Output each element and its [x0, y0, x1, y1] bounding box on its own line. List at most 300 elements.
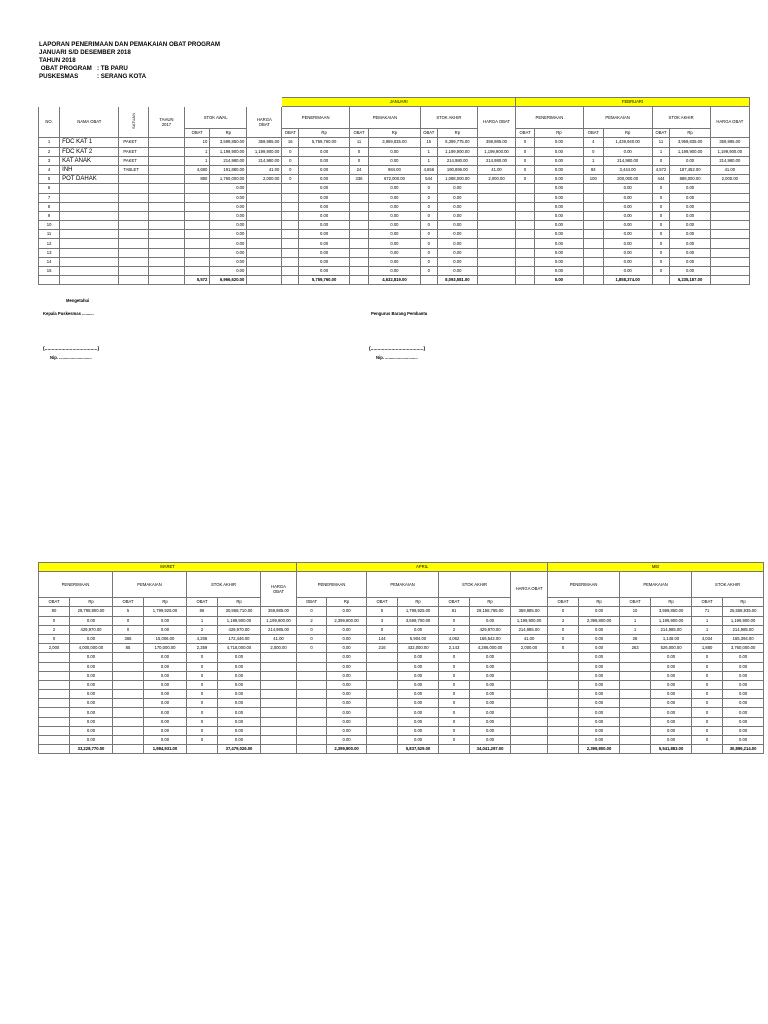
table-cell	[39, 717, 70, 726]
table-cell: 0	[439, 699, 470, 708]
table-cell	[261, 736, 297, 745]
col-stok-akhir-mei: STOK AKHIR	[692, 572, 764, 598]
table-cell: 1,439,940.00	[603, 138, 652, 147]
table-cell: 0.00	[210, 221, 247, 230]
table-cell	[39, 662, 70, 671]
table-cell	[247, 257, 282, 266]
table-cell	[297, 653, 327, 662]
table-cell: 359,985.00	[511, 607, 548, 616]
col-penerimaan-apr: PENERIMAAN	[297, 572, 367, 598]
table-cell: 0	[297, 607, 327, 616]
table-cell: 0	[692, 699, 723, 708]
table-cell: 214,980.00	[437, 156, 477, 165]
col-stok-akhir-apr: STOK AKHIR	[439, 572, 511, 598]
table-cell: 0.00	[299, 175, 350, 184]
table-cell	[439, 745, 470, 754]
table-cell: 10	[39, 221, 60, 230]
table-cell	[367, 708, 398, 717]
table-cell	[60, 239, 119, 248]
table-cell	[247, 239, 282, 248]
month-january: JANUARI	[282, 98, 516, 107]
table-cell: 28,798,800.00	[70, 607, 113, 616]
table-cell: 544	[420, 175, 437, 184]
table-cell	[583, 239, 603, 248]
table-row	[39, 184, 750, 193]
table-cell: 0.00	[723, 680, 764, 689]
table-cell	[367, 671, 398, 680]
table-cell	[511, 736, 548, 745]
table-cell: 0	[367, 625, 398, 634]
table-row	[39, 248, 750, 257]
table-cell	[60, 257, 119, 266]
table-cell: 0.00	[723, 726, 764, 735]
table-cell: 0	[420, 211, 437, 220]
table-cell: 0	[516, 156, 535, 165]
table-cell	[149, 175, 185, 184]
col-penerimaan-feb: PENERIMAAN	[516, 107, 584, 129]
signature-pengurus: Pengurus Barang Pembantu	[371, 311, 428, 316]
table-cell	[710, 239, 749, 248]
table-cell	[261, 653, 297, 662]
table-cell	[282, 257, 299, 266]
table-cell	[477, 248, 515, 257]
table-cell	[477, 239, 515, 248]
table-cell: 2,000.00	[477, 175, 515, 184]
col-pemakaian-mar: PEMAKAIAN	[113, 572, 187, 598]
table-cell	[113, 680, 144, 689]
table-cell: 1,199,900.00	[670, 147, 710, 156]
col-penerimaan-jan: PENERIMAAN	[282, 107, 350, 129]
table-cell: 30,899,214.00	[723, 745, 764, 754]
table-cell	[261, 671, 297, 680]
table-cell: 0	[297, 644, 327, 653]
table-cell	[349, 184, 368, 193]
table-cell: 0	[652, 193, 670, 202]
table-cell	[477, 230, 515, 239]
table-cell: 0.00	[603, 257, 652, 266]
table-cell: 0	[282, 156, 299, 165]
table-cell: 0.00	[144, 699, 187, 708]
table-cell: 0	[39, 634, 70, 643]
col-harga-obat-feb: HARGA OBAT	[710, 107, 749, 138]
table-cell	[420, 276, 437, 285]
table-cell	[620, 717, 651, 726]
table-cell: 359,985.00	[247, 138, 282, 147]
table-cell: 0.00	[299, 230, 350, 239]
table-cell	[583, 221, 603, 230]
table-cell: 0.00	[651, 726, 692, 735]
sub-rp: Rp	[70, 598, 113, 607]
report-header	[39, 41, 220, 81]
table-cell	[516, 248, 535, 257]
table-cell	[620, 726, 651, 735]
table-cell: 0	[349, 156, 368, 165]
table-cell: 0.00	[398, 662, 439, 671]
table-cell	[184, 184, 209, 193]
table-cell	[516, 193, 535, 202]
table-cell: 0.00	[579, 671, 620, 680]
table-cell	[710, 276, 749, 285]
table-cell: 0.00	[398, 690, 439, 699]
table-cell: 526,000.00	[651, 644, 692, 653]
table-cell	[516, 257, 535, 266]
table-cell: 0.00	[144, 690, 187, 699]
col-stok-akhir-feb: STOK AKHIR	[652, 107, 710, 129]
table-cell	[349, 202, 368, 211]
col-no: NO.	[39, 107, 60, 138]
table-jan-feb	[38, 97, 750, 285]
sub-obat: OBAT	[583, 129, 603, 138]
sub-rp: Rp	[651, 598, 692, 607]
table-cell: 41.00	[247, 165, 282, 174]
table-cell	[297, 671, 327, 680]
table-cell	[620, 653, 651, 662]
table-cell: 1,148.00	[651, 634, 692, 643]
table-cell	[548, 699, 579, 708]
table-row	[39, 221, 750, 230]
table-cell: 2,000.00	[511, 644, 548, 653]
table-cell: 0.00	[299, 165, 350, 174]
table-cell: 0.00	[579, 699, 620, 708]
table-cell	[548, 745, 579, 754]
table-cell	[477, 276, 515, 285]
table-cell: 336	[349, 175, 368, 184]
table-cell	[39, 708, 70, 717]
table-cell: 4	[39, 165, 60, 174]
table-cell: 0.00	[579, 680, 620, 689]
table-cell	[247, 184, 282, 193]
table-cell: 0.00	[470, 736, 511, 745]
table-row	[39, 680, 764, 689]
table-cell: 0.00	[70, 634, 113, 643]
table-cell	[620, 736, 651, 745]
table-cell: 0.00	[579, 607, 620, 616]
table-cell	[511, 726, 548, 735]
table-cell: 0.00	[299, 193, 350, 202]
table-cell: 86	[187, 607, 218, 616]
table-cell: 0.00	[144, 653, 187, 662]
table-cell	[184, 230, 209, 239]
table-cell: 0.00	[723, 717, 764, 726]
table-cell: 4	[583, 138, 603, 147]
table-cell: 0	[548, 634, 579, 643]
table-cell: 4,718,000.00	[218, 644, 261, 653]
table-cell: 144	[367, 634, 398, 643]
table-cell	[39, 690, 70, 699]
table-cell: 0.00	[535, 138, 584, 147]
table-cell: 13	[39, 248, 60, 257]
table-cell: 0.00	[369, 202, 421, 211]
table-cell: 0.00	[470, 662, 511, 671]
table-cell	[367, 699, 398, 708]
table-cell: 1	[420, 147, 437, 156]
table-cell: 0	[187, 680, 218, 689]
table-cell: 0.00	[535, 193, 584, 202]
table-cell	[710, 267, 749, 276]
table-cell: 0.00	[369, 239, 421, 248]
table-cell	[367, 736, 398, 745]
table-cell	[583, 202, 603, 211]
table-row	[39, 662, 764, 671]
table-cell: 0	[548, 644, 579, 653]
table-cell	[367, 680, 398, 689]
table-cell: 263	[620, 644, 651, 653]
table-cell	[282, 276, 299, 285]
table-cell: 0	[39, 616, 70, 625]
table-cell	[39, 653, 70, 662]
sub-rp: Rp	[299, 129, 350, 138]
table-cell	[349, 221, 368, 230]
sub-rp: Rp	[398, 598, 439, 607]
table-cell	[247, 193, 282, 202]
table-cell	[297, 717, 327, 726]
table-cell: 15	[420, 138, 437, 147]
col-pemakaian-apr: PEMAKAIAN	[367, 572, 439, 598]
table-cell: 4,632,819.00	[369, 276, 421, 285]
table-cell	[282, 184, 299, 193]
table-cell	[60, 202, 119, 211]
table-cell	[261, 717, 297, 726]
table-cell	[119, 267, 149, 276]
sub-rp: Rp	[535, 129, 584, 138]
table-cell: 0.00	[579, 653, 620, 662]
table-cell	[247, 211, 282, 220]
table-cell: 0.00	[327, 634, 367, 643]
table-cell: 29,158,785.00	[470, 607, 511, 616]
table-cell	[516, 211, 535, 220]
sub-obat: OBAT	[39, 598, 70, 607]
table-cell: PAKET	[119, 156, 149, 165]
table-cell: 1,199,900.00	[477, 147, 515, 156]
table-cell: 2	[39, 147, 60, 156]
table-cell	[511, 671, 548, 680]
table-cell	[113, 671, 144, 680]
table-cell: 1,199,900.00	[261, 616, 297, 625]
table-cell: 0.00	[723, 653, 764, 662]
table-cell: 0	[420, 239, 437, 248]
table-cell: 0.00	[470, 680, 511, 689]
table-cell: 2,000	[39, 644, 70, 653]
table-cell: 0.00	[651, 653, 692, 662]
table-cell: 11	[349, 138, 368, 147]
table-cell	[113, 662, 144, 671]
table-cell: 33,228,770.00	[70, 745, 113, 754]
table-cell: 0.00	[535, 221, 584, 230]
table-cell: 0.00	[437, 230, 477, 239]
table-cell: 0.00	[535, 211, 584, 220]
table-cell	[261, 745, 297, 754]
table-cell	[367, 662, 398, 671]
table-cell: 3,599,700.00	[398, 616, 439, 625]
table-row	[39, 607, 764, 616]
table-cell: 0.00	[603, 184, 652, 193]
table-cell: 1	[420, 156, 437, 165]
table-cell: 0.00	[299, 257, 350, 266]
table-cell	[113, 699, 144, 708]
table-cell: 0.00	[218, 726, 261, 735]
table-cell: 1,984,931.00	[144, 745, 187, 754]
table-cell	[620, 662, 651, 671]
table-cell: 0	[692, 717, 723, 726]
table-cell	[583, 211, 603, 220]
table-cell: 880	[184, 175, 209, 184]
table-cell: 0.00	[603, 248, 652, 257]
table-cell: 28	[620, 634, 651, 643]
table-cell: 0.00	[670, 267, 710, 276]
table-row	[39, 690, 764, 699]
table-cell	[477, 211, 515, 220]
table-cell: 8	[39, 202, 60, 211]
table-row	[39, 165, 750, 174]
table-cell	[149, 211, 185, 220]
table-cell: 0.00	[603, 267, 652, 276]
col-penerimaan-mar: PENERIMAAN	[39, 572, 113, 598]
table-cell	[548, 708, 579, 717]
table-cell: 0.00	[723, 699, 764, 708]
table-cell: 0.00	[535, 202, 584, 211]
table-cell: 0	[652, 184, 670, 193]
table-cell: 0.00	[327, 708, 367, 717]
table-cell: 2	[187, 625, 218, 634]
table-cell: 0	[692, 680, 723, 689]
table-cell	[349, 230, 368, 239]
table-cell: 1,199,900.00	[218, 616, 261, 625]
table-cell	[149, 193, 185, 202]
sub-rp: Rp	[603, 129, 652, 138]
table-cell: 1	[692, 616, 723, 625]
table-cell	[149, 257, 185, 266]
table-cell	[187, 745, 218, 754]
table-cell	[261, 690, 297, 699]
table-cell: 0.00	[535, 267, 584, 276]
table-cell	[477, 267, 515, 276]
table-cell: FDC KAT 2	[60, 147, 119, 156]
table-cell: 0.00	[651, 671, 692, 680]
table-cell: POT DAHAK	[60, 175, 119, 184]
table-row	[39, 239, 750, 248]
table-cell: 0	[187, 736, 218, 745]
table-cell	[620, 699, 651, 708]
table-cell: 0.00	[470, 726, 511, 735]
table-cell: 0	[113, 616, 144, 625]
table-cell: 0	[187, 671, 218, 680]
table-cell: 0.00	[144, 726, 187, 735]
table-cell: 0	[692, 726, 723, 735]
table-cell: 366	[113, 634, 144, 643]
table-cell	[261, 708, 297, 717]
table-row	[39, 653, 764, 662]
table-cell: 0.00	[369, 156, 421, 165]
table-cell: 0.00	[210, 211, 247, 220]
sub-rp: Rp	[144, 598, 187, 607]
sub-rp: Rp	[670, 129, 710, 138]
table-cell: 3,959,835.00	[670, 138, 710, 147]
sub-obat: OBAT	[620, 598, 651, 607]
table-cell: 0.00	[144, 736, 187, 745]
table-cell: 0.00	[723, 736, 764, 745]
table-cell: 0.00	[218, 690, 261, 699]
table-cell: 0.00	[535, 184, 584, 193]
table-cell: 0.00	[670, 239, 710, 248]
table-cell	[548, 662, 579, 671]
table-cell: 0	[439, 690, 470, 699]
table-cell	[511, 699, 548, 708]
table-cell: 12	[39, 239, 60, 248]
table-cell: 984.00	[369, 165, 421, 174]
col-nama-obat: NAMA OBAT	[60, 107, 119, 138]
table-cell	[710, 230, 749, 239]
table-cell	[113, 653, 144, 662]
table-cell: 3,760,000.00	[723, 644, 764, 653]
table-cell: 0	[297, 625, 327, 634]
table-cell: 0.00	[398, 653, 439, 662]
table-cell: 0.00	[437, 193, 477, 202]
table-cell	[511, 690, 548, 699]
table-cell: 0	[420, 257, 437, 266]
table-cell: 0.00	[603, 202, 652, 211]
table-cell: 0.00	[603, 239, 652, 248]
table-cell: 0	[439, 726, 470, 735]
table-cell: 0.00	[144, 625, 187, 634]
table-cell: 1,880	[692, 644, 723, 653]
table-cell	[119, 184, 149, 193]
table-cell: 0	[516, 147, 535, 156]
month-march: MARET	[39, 563, 297, 572]
table-cell	[184, 248, 209, 257]
table-cell: 0.00	[299, 202, 350, 211]
table-cell: 0.00	[398, 708, 439, 717]
table-cell: 0	[282, 175, 299, 184]
table-cell: 0.00	[369, 257, 421, 266]
table-cell: 3,444.00	[603, 165, 652, 174]
table-cell: 11	[39, 230, 60, 239]
table-cell	[282, 221, 299, 230]
table-cell: 0	[439, 717, 470, 726]
table-cell	[149, 202, 185, 211]
table-cell: 14	[39, 257, 60, 266]
table-cell: 0.00	[437, 202, 477, 211]
table-cell: 10	[620, 607, 651, 616]
sub-rp: Rp	[327, 598, 367, 607]
table-cell: 0.00	[651, 680, 692, 689]
table-cell: 0.00	[535, 156, 584, 165]
table-cell: 0	[692, 653, 723, 662]
table-cell: 0.00	[398, 699, 439, 708]
table-cell: 0.00	[670, 211, 710, 220]
table-cell: 0	[652, 221, 670, 230]
table-cell: 0.00	[299, 184, 350, 193]
table-cell	[282, 211, 299, 220]
table-cell: 0.00	[437, 257, 477, 266]
table-cell	[39, 671, 70, 680]
table-cell: 200,000.00	[603, 175, 652, 184]
total-row	[39, 276, 750, 285]
table-cell: 0.00	[70, 717, 113, 726]
sub-obat: OBAT	[420, 129, 437, 138]
table-cell: INH	[60, 165, 119, 174]
table-cell: 214,980.00	[603, 156, 652, 165]
table-cell: 0.00	[299, 156, 350, 165]
table-cell: 214,980.00	[477, 156, 515, 165]
table-cell: 0.00	[579, 634, 620, 643]
table-cell: 0.00	[603, 211, 652, 220]
table-cell: 41.00	[710, 165, 749, 174]
table-cell: 3,959,835.00	[369, 138, 421, 147]
col-penerimaan-mei: PENERIMAAN	[548, 572, 620, 598]
table-cell	[149, 147, 185, 156]
table-cell: 0.00	[535, 276, 584, 285]
table-cell: 0.00	[535, 175, 584, 184]
